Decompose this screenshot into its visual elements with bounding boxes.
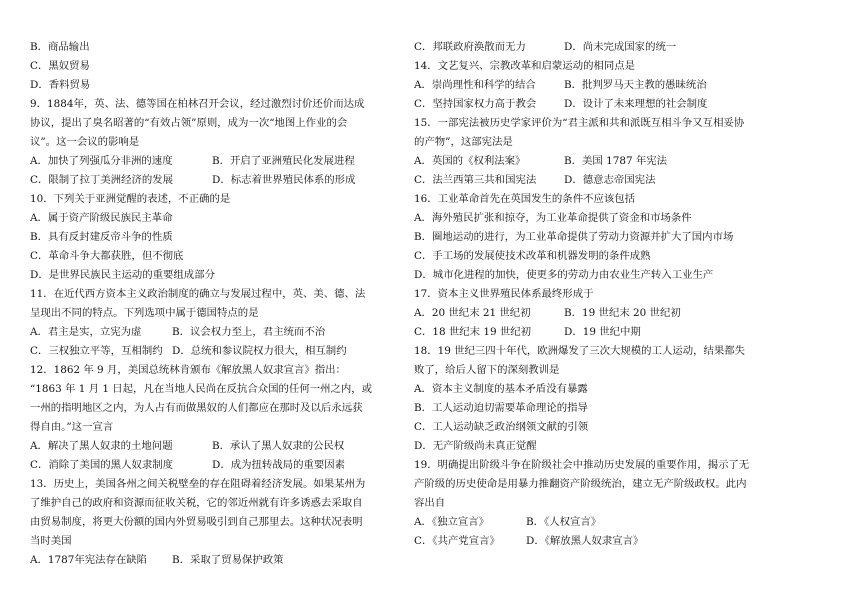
q19-option-b: B．《人权宣言》 [526, 516, 602, 528]
q16-option-a: A．海外殖民扩张和掠夺，为工业革命提供了资金和市场条件 [414, 212, 692, 224]
q14-stem: 14．文艺复兴、宗教改革和启蒙运动的相同点是 [414, 60, 636, 72]
q14-options-ab [414, 76, 786, 95]
q10-option-d: D．是世界民族民主运动的重要组成部分 [30, 269, 215, 281]
q10-option-b: B．具有反封建反帝斗争的性质 [30, 231, 173, 243]
q13-option-d: D．尚未完成国家的统一 [564, 41, 677, 53]
q9-option-b: B．开启了亚洲殖民化发展进程 [212, 155, 355, 167]
q19-options-ab [414, 513, 786, 532]
q13-stem-line-4: 当时美国 [30, 535, 72, 547]
q17-option-c: C．18 世纪末 19 世纪初 [414, 326, 532, 338]
q15-stem-line-2: 的产物”，这部宪法是 [414, 136, 513, 148]
q16-option-c: C．手工场的发展使技术改革和机器发明的条件成熟 [414, 250, 651, 262]
q17-option-a: A．20 世纪末 21 世纪初 [414, 307, 531, 319]
q15-option-a: A．英国的《权利法案》 [414, 155, 526, 167]
q19-options-cd [414, 532, 786, 551]
q13-stem-line-2: 了维护自己的政府和资源而征收关税，它的邻近州就有许多诱惑去采取自 [30, 497, 363, 509]
q10-option-a: A．属于资产阶级民族民主革命 [30, 212, 173, 224]
q8-option-b: B．商品输出 [30, 41, 90, 53]
q14-option-a: A．崇尚理性和科学的结合 [414, 79, 536, 91]
q11-option-c: C．三权独立平等，互相制约 [30, 345, 163, 357]
q12-stem-line-3: 一州的指明地区之内，为人占有而做黑奴的人们都应在那时及以后永远获 [30, 402, 363, 414]
q10-option-c: C．革命斗争大都获胜，但不彻底 [30, 250, 184, 262]
q15-option-d: D．德意志帝国宪法 [564, 174, 656, 186]
q9-stem-line-1: 9．1884年，英、法、德等国在柏林召开会议，经过激烈讨价还价而达成 [30, 98, 365, 110]
q9-options-cd [30, 171, 402, 190]
q12-options-ab [30, 437, 402, 456]
q13-stem-line-3: 由贸易制度，将更大份额的国内外贸易吸引到自己那里去。这种状况表明 [30, 516, 363, 528]
q13-option-c: C．邦联政府涣散而无力 [414, 41, 526, 53]
q15-option-b: B．美国 1787 年宪法 [564, 155, 668, 167]
q19-stem-line-2: 产阶级的历史使命是用暴力推翻资产阶级统治，建立无产阶级政权。此内 [414, 478, 747, 490]
q10-stem: 10．下列关于亚洲觉醒的表述，不正确的是 [30, 193, 231, 205]
q15-options-cd [414, 171, 786, 190]
q11-options-cd [30, 342, 402, 361]
q16-option-b: B．圈地运动的进行，为工业革命提供了劳动力资源并扩大了国内市场 [414, 231, 734, 243]
q11-option-d: D．总统和参议院权力很大，相互制约 [172, 345, 347, 357]
q18-option-c: C．工人运动缺乏政治纲领文献的引领 [414, 421, 589, 433]
q11-option-a: A．君主是实，立宪为虚 [30, 326, 142, 338]
q16-stem: 16．工业革命首先在英国发生的条件不应该包括 [414, 193, 636, 205]
q14-option-d: D．设计了未来理想的社会制度 [564, 98, 708, 110]
q19-option-c: C．《共产党宣言》 [414, 535, 500, 547]
q19-option-a: A．《独立宣言》 [414, 516, 490, 528]
q12-option-a: A．解决了黑人奴隶的土地问题 [30, 440, 173, 452]
q8-option-d: D．香料贸易 [30, 79, 91, 91]
right-column [414, 38, 786, 551]
q13-option-b: B．采取了贸易保护政策 [172, 554, 284, 566]
q15-stem-line-1: 15．一部宪法被历史学家评价为“君主派和共和派既互相斗争又互相妥协 [414, 117, 745, 129]
q11-options-ab [30, 323, 402, 342]
q14-option-b: B．批判罗马天主教的愚昧统治 [564, 79, 707, 91]
q12-option-d: D．成为扭转战局的重要因素 [212, 459, 346, 471]
q8-option-c: C．黑奴贸易 [30, 60, 90, 72]
q9-options-ab [30, 152, 402, 171]
q14-option-c: C．坚持国家权力高于教会 [414, 98, 537, 110]
q12-options-cd [30, 456, 402, 475]
left-column [30, 38, 402, 570]
q9-stem-line-2: 协议，提出了臭名昭著的“有效占领”原则，成为一次“地图上作业的会 [30, 117, 348, 129]
q13-stem-line-1: 13．历史上，美国各州之间关税壁垒的存在阻碍着经济发展。如果某州为 [30, 478, 366, 490]
q13-options-cd [414, 38, 786, 57]
q17-options-ab [414, 304, 786, 323]
q18-option-b: B．工人运动迫切需要革命理论的指导 [414, 402, 588, 414]
q17-stem: 17．资本主义世界殖民体系最终形成于 [414, 288, 594, 300]
q9-stem-line-3: 议”。这一会议的影响是 [30, 136, 140, 148]
q19-option-d: D．《解放黑人奴隶宣言》 [526, 535, 644, 547]
q13-option-a: A．1787年宪法存在缺陷 [30, 554, 148, 566]
q12-option-c: C．消除了美国的黑人奴隶制度 [30, 459, 174, 471]
q17-option-d: D．19 世纪中期 [564, 326, 641, 338]
q9-option-a: A．加快了列强瓜分非洲的速度 [30, 155, 173, 167]
q13-options-ab [30, 551, 402, 570]
q18-stem-line-2: 败了，给后人留下的深刻教训是 [414, 364, 560, 376]
q19-stem-line-1: 19．明确提出阶级斗争在阶级社会中推动历史发展的重要作用，揭示了无 [414, 459, 750, 471]
q12-stem-line-4: 得自由。”这一宣言 [30, 421, 114, 433]
q15-options-ab [414, 152, 786, 171]
q12-stem-line-1: 12．1862 年 9 月，美国总统林肯颁布《解放黑人奴隶宣言》指出： [30, 364, 346, 376]
q9-option-c: C．限制了拉丁美洲经济的发展 [30, 174, 174, 186]
q12-option-b: B．承认了黑人奴隶的公民权 [212, 440, 345, 452]
q12-stem-line-2: “1863 年 1 月 1 日起，凡在当地人民尚在反抗合众国的任何一州之内，或 [30, 383, 373, 395]
q11-stem-line-1: 11．在近代西方资本主义政治制度的确立与发展过程中，英、美、德、法 [30, 288, 366, 300]
q9-option-d: D．标志着世界殖民体系的形成 [212, 174, 356, 186]
q18-stem-line-1: 18．19 世纪三四十年代，欧洲爆发了三次大规模的工人运动，结果都失 [414, 345, 746, 357]
q15-option-c: C．法兰西第三共和国宪法 [414, 174, 537, 186]
q17-options-cd [414, 323, 786, 342]
q19-stem-line-3: 容出自 [414, 497, 446, 509]
q11-option-b: B．议会权力至上，君主统而不治 [172, 326, 326, 338]
q18-option-d: D．无产阶级尚未真正觉醒 [414, 440, 537, 452]
q16-option-d: D．城市化进程的加快，使更多的劳动力由农业生产转入工业生产 [414, 269, 714, 281]
q14-options-cd [414, 95, 786, 114]
q18-option-a: A．资本主义制度的基本矛盾没有暴露 [414, 383, 588, 395]
q11-stem-line-2: 呈现出不同的特点。下列选项中属于德国特点的是 [30, 307, 259, 319]
q17-option-b: B．19 世纪末 20 世纪初 [564, 307, 681, 319]
